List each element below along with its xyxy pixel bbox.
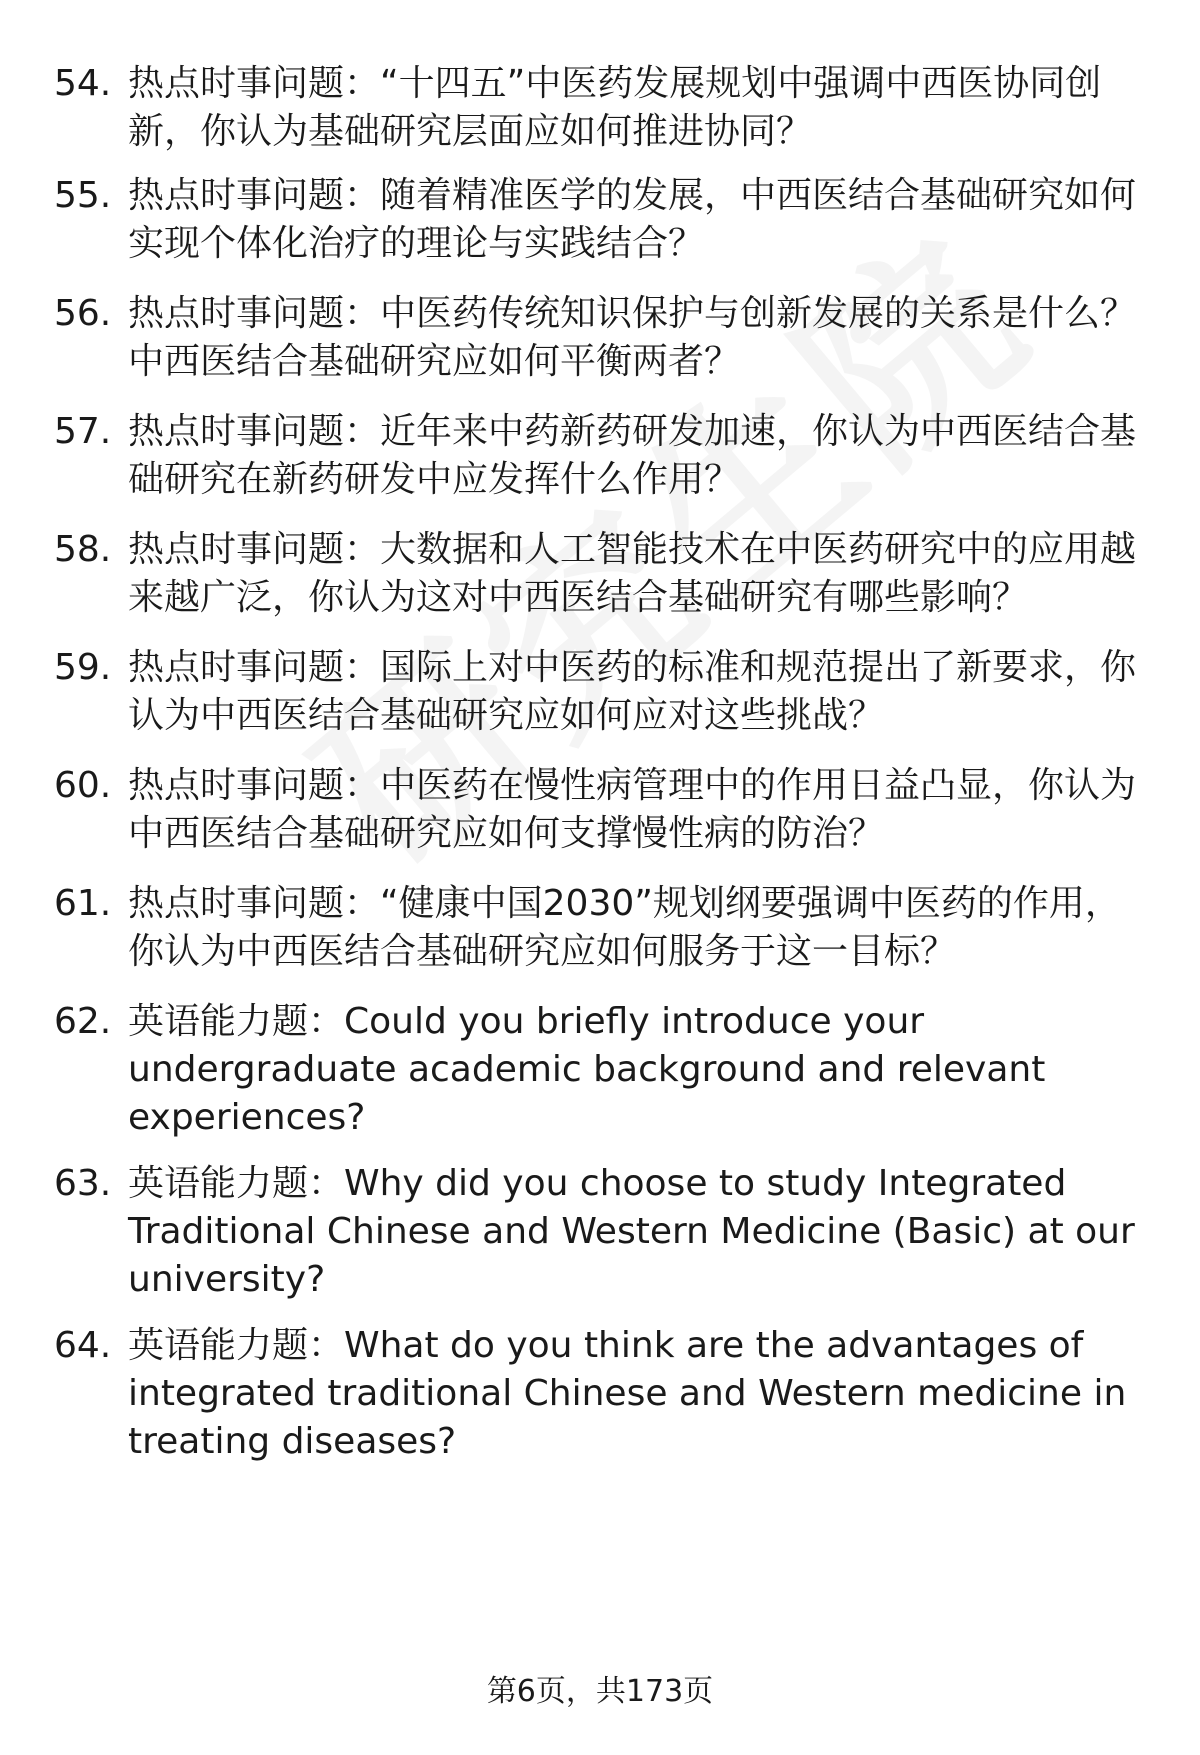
question-number: 62. [54, 1001, 112, 1042]
question-text: 热点时事问题：中医药在慢性病管理中的作用日益凸显，你认为 中西医结合基础研究应如何支撑慢性病的防治？ [128, 765, 1137, 854]
question-number: 59. [54, 647, 112, 688]
question-number: 63. [54, 1163, 112, 1204]
question-number: 57. [54, 411, 112, 452]
question-number: 56. [54, 293, 112, 334]
question-number: 64. [54, 1325, 112, 1366]
question-text: 热点时事问题：随着精准医学的发展，中西医结合基础研究如何 实现个体化治疗的理论与实践结合？ [128, 175, 1137, 264]
question-number: 60. [54, 765, 112, 806]
question-text: 热点时事问题：“十四五”中医药发展规划中强调中西医协同创 新，你认为基础研究层面应如何推进协同？ [128, 63, 1102, 152]
question-number: 61. [54, 883, 112, 924]
question-number: 54. [54, 63, 112, 104]
question-text: 热点时事问题：国际上对中医药的标准和规范提出了新要求，你 认为中西医结合基础研究应如何应对这些挑战？ [128, 647, 1137, 736]
question-number: 58. [54, 529, 112, 570]
question-text: 英语能力题：What do you think are the advantages of integrated traditional Chinese and Western medicine in treating diseases? [128, 1325, 1127, 1462]
question-text: 热点时事问题：“健康中国2030”规划纲要强调中医药的作用， 你认为中西医结合基础研究应如何服务于这一目标？ [128, 883, 1121, 972]
question-text: 热点时事问题：近年来中药新药研发加速，你认为中西医结合基 础研究在新药研发中应发挥什么作用？ [128, 411, 1137, 500]
question-text: 热点时事问题：大数据和人工智能技术在中医药研究中的应用越 来越广泛，你认为这对中西医结合基础研究有哪些影响？ [128, 529, 1137, 618]
question-text: 英语能力题：Why did you choose to study Integrated Traditional Chinese and Western Medicine (Basic) at our university? [128, 1163, 1135, 1300]
page-number: 第6页，共173页 [486, 1674, 714, 1709]
question-text: 热点时事问题：中医药传统知识保护与创新发展的关系是什么？ 中西医结合基础研究应如何平衡两者？ [128, 293, 1137, 382]
question-number: 55. [54, 175, 112, 216]
question-text: 英语能力题：Could you briefly introduce your undergraduate academic background and relevant experiences? [128, 1001, 1046, 1138]
